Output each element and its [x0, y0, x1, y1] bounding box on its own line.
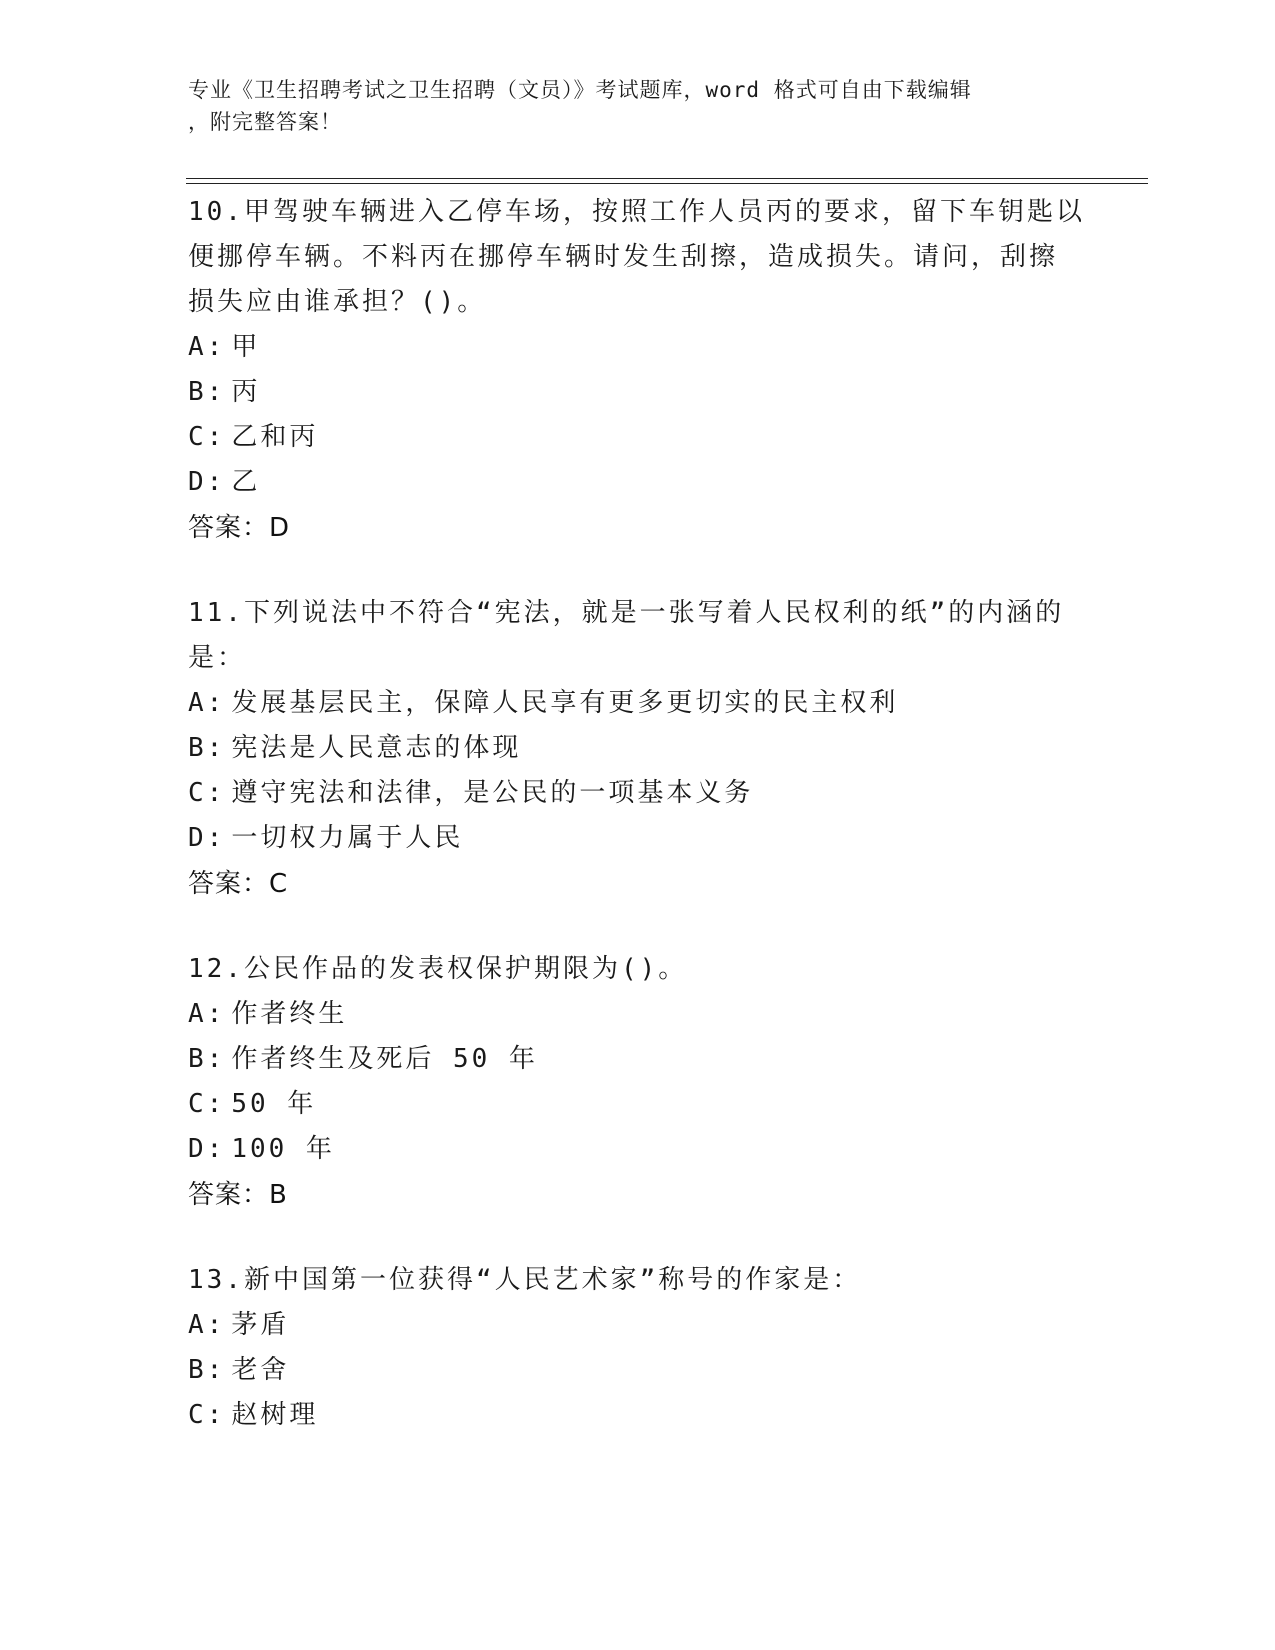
header-divider-bottom	[186, 183, 1148, 184]
answer-option	[188, 325, 1088, 370]
option-letter: B:	[188, 733, 226, 763]
option-letter: D:	[188, 1134, 226, 1164]
answer-option	[188, 816, 1088, 861]
question-block	[188, 1258, 1088, 1438]
option-letter: C:	[188, 778, 226, 808]
answer-option	[188, 415, 1088, 460]
answer-option	[188, 771, 1088, 816]
question-block	[188, 947, 1088, 1218]
option-text: 老舍	[231, 1355, 290, 1385]
option-text: 作者终生及死后 50 年	[231, 1044, 538, 1074]
question-block	[188, 190, 1088, 551]
answer-option	[188, 681, 1088, 726]
option-letter: A:	[188, 999, 226, 1029]
answer-option	[188, 1348, 1088, 1393]
option-text: 乙	[231, 467, 261, 497]
option-text: 50 年	[231, 1089, 317, 1119]
answer-option	[188, 370, 1088, 415]
header-divider-top	[186, 178, 1148, 179]
option-text: 赵树理	[231, 1400, 319, 1430]
answer-option	[188, 1393, 1088, 1438]
question-list	[188, 190, 1088, 1478]
option-text: 甲	[231, 332, 261, 362]
option-text: 遵守宪法和法律，是公民的一项基本义务	[231, 778, 754, 808]
answer-option	[188, 726, 1088, 771]
question-text-line: 10.甲驾驶车辆进入乙停车场，按照工作人员丙的要求，留下车钥匙以	[188, 197, 1085, 227]
question-text-line: 是：	[188, 643, 247, 673]
option-letter: A:	[188, 332, 226, 362]
option-letter: A:	[188, 1310, 226, 1340]
option-letter: B:	[188, 377, 226, 407]
question-text-line: 11.下列说法中不符合“宪法，就是一张写着人民权利的纸”的内涵的	[188, 598, 1065, 628]
answer-option	[188, 1082, 1088, 1127]
option-letter: B:	[188, 1044, 226, 1074]
header-line-1: 专业《卫生招聘考试之卫生招聘（文员）》考试题库，word 格式可自由下载编辑	[188, 78, 972, 102]
answer-key: 答案：C	[188, 869, 289, 899]
option-text: 发展基层民主，保障人民享有更多更切实的民主权利	[231, 688, 899, 718]
answer-option	[188, 992, 1088, 1037]
question-text-line: 13.新中国第一位获得“人民艺术家”称号的作家是：	[188, 1265, 862, 1295]
option-text: 作者终生	[231, 999, 348, 1029]
answer-option	[188, 460, 1088, 505]
answer-option	[188, 1127, 1088, 1172]
question-text-line: 损失应由谁承担？()。	[188, 287, 487, 317]
question-block	[188, 591, 1088, 907]
answer-option	[188, 1303, 1088, 1348]
option-letter: D:	[188, 467, 226, 497]
option-letter: B:	[188, 1355, 226, 1385]
option-letter: C:	[188, 1400, 226, 1430]
option-text: 宪法是人民意志的体现	[231, 733, 522, 763]
option-letter: D:	[188, 823, 226, 853]
option-text: 100 年	[231, 1134, 335, 1164]
option-letter: C:	[188, 1089, 226, 1119]
option-text: 丙	[231, 377, 261, 407]
question-text-line: 便挪停车辆。不料丙在挪停车辆时发生刮擦，造成损失。请问，刮擦	[188, 242, 1059, 272]
option-text: 茅盾	[231, 1310, 290, 1340]
header-line-2: ，附完整答案！	[188, 110, 342, 134]
question-text-line: 12.公民作品的发表权保护期限为()。	[188, 954, 688, 984]
answer-key: 答案：B	[188, 1180, 288, 1210]
answer-key: 答案：D	[188, 513, 291, 543]
option-letter: A:	[188, 688, 226, 718]
answer-option	[188, 1037, 1088, 1082]
document-header	[188, 74, 1068, 138]
option-text: 一切权力属于人民	[231, 823, 464, 853]
option-letter: C:	[188, 422, 226, 452]
option-text: 乙和丙	[231, 422, 319, 452]
